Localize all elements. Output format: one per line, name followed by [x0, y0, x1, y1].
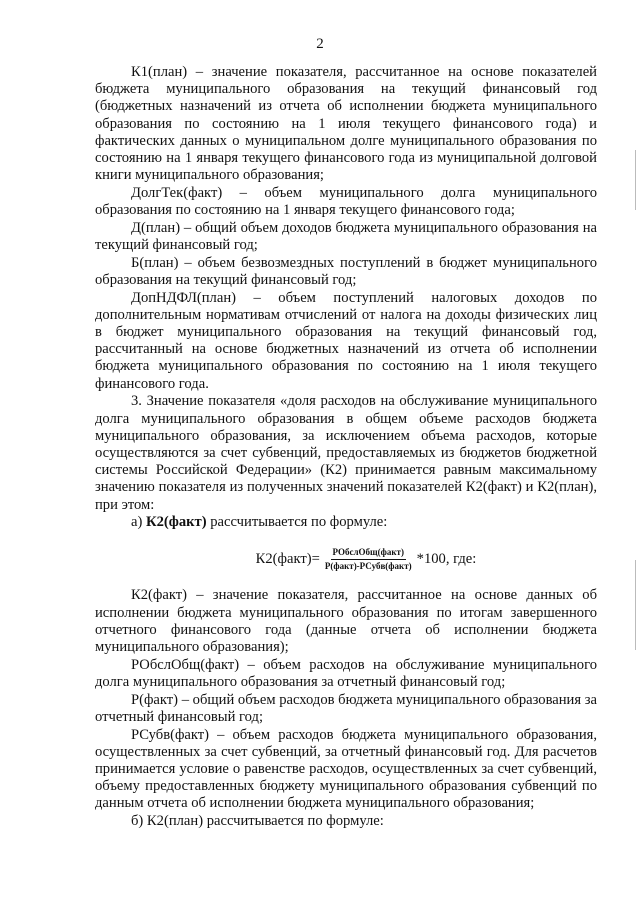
formula-denominator: Р(факт)-РСубв(факт) — [324, 560, 412, 571]
formula-rhs: *100, где: — [416, 550, 477, 567]
paragraph-dolgtek: ДолгТек(факт) – объем муниципального долга муниципального образования по состоянию на 1 января текущего финансового года; — [95, 184, 597, 219]
formula-k2-fact — [95, 539, 597, 579]
item-a-suffix: рассчитывается по формуле: — [206, 514, 388, 531]
paragraph-robslobsh: РОбслОбщ(факт) – объем расходов на обслуживание муниципального долга муниципального образования за отчетный финансовый год; — [95, 656, 597, 690]
formula-lhs: К2(факт)= — [255, 550, 320, 567]
paragraph-r-fact: Р(факт) – общий объем расходов бюджета муниципального образования за отчетный финансовый год; — [95, 691, 597, 725]
item-a-prefix: а) — [131, 514, 146, 531]
formula-numerator: РОбслОбщ(факт) — [331, 547, 406, 560]
paragraph-d-plan: Д(план) – общий объем доходов бюджета муниципального образования на текущий финансовый год; — [95, 219, 597, 254]
paragraph-item-a — [95, 514, 597, 531]
document-body — [95, 64, 597, 830]
scan-edge-mark — [635, 150, 636, 210]
page-number: 2 — [316, 36, 324, 52]
paragraph-item-b: б) К2(план) рассчитывается по формуле: — [131, 813, 384, 830]
paragraph-b-plan: Б(план) – объем безвозмездных поступлений в бюджет муниципального образования на текущий финансовый год; — [95, 254, 597, 288]
paragraph-k1-plan: К1(план) – значение показателя, рассчитанное на основе показателей бюджета муниципального образования на текущий финансовый год (бюджетных назначений из отчета об исполнении бюджета муниципального образования по состоянию на 1 июля текущего финансового года) и фактических данных о муниципальном долге муниципального образования по состоянию на 1 января текущего финансового года из муниципальной долговой книги муниципального образования; — [95, 64, 597, 184]
paragraph-rsubv: РСубв(факт) – объем расходов бюджета муниципального образования, осуществленных за счет субвенций, за отчетный финансовый год. Для расчетов принимается условие о равенстве расходов, осуществленных за счет субвенций, объему предоставленных бюджету муниципального образования субвенций по данным отчета об исполнении бюджета муниципального образования; — [95, 726, 597, 812]
paragraph-point-3: 3. Значение показателя «доля расходов на обслуживание муниципального долга муниципального образования в общем объеме расходов бюджета муниципального образования, за исключением объема расходов, которые осуществляются за счет субвенций, предоставляемых из бюджетов бюджетной системы Российской Федерации» (К2) принимается равным максимальному значению показателя из полученных значений показателей К2(факт) и К2(план), при этом: — [95, 393, 597, 513]
scan-edge-mark — [635, 560, 636, 650]
formula-fraction — [323, 547, 414, 572]
paragraph-k2-fact: К2(факт) – значение показателя, рассчитанное на основе данных об исполнении бюджета муниципального образования по итогам завершенного отчетного финансового года (данные отчета об исполнении бюджета муниципального образования); — [95, 587, 597, 656]
item-a-bold-term: К2(факт) — [146, 514, 207, 531]
paragraph-dopndfl: ДопНДФЛ(план) – объем поступлений налоговых доходов по дополнительным нормативам отчислений от налога на доходы физических лиц в бюджет муниципального образования на текущий финансовый год, рассчитанный на основе бюджетных назначений из отчета об исполнении бюджета муниципального образования по состоянию на 1 июля текущего финансового года. — [95, 289, 597, 392]
